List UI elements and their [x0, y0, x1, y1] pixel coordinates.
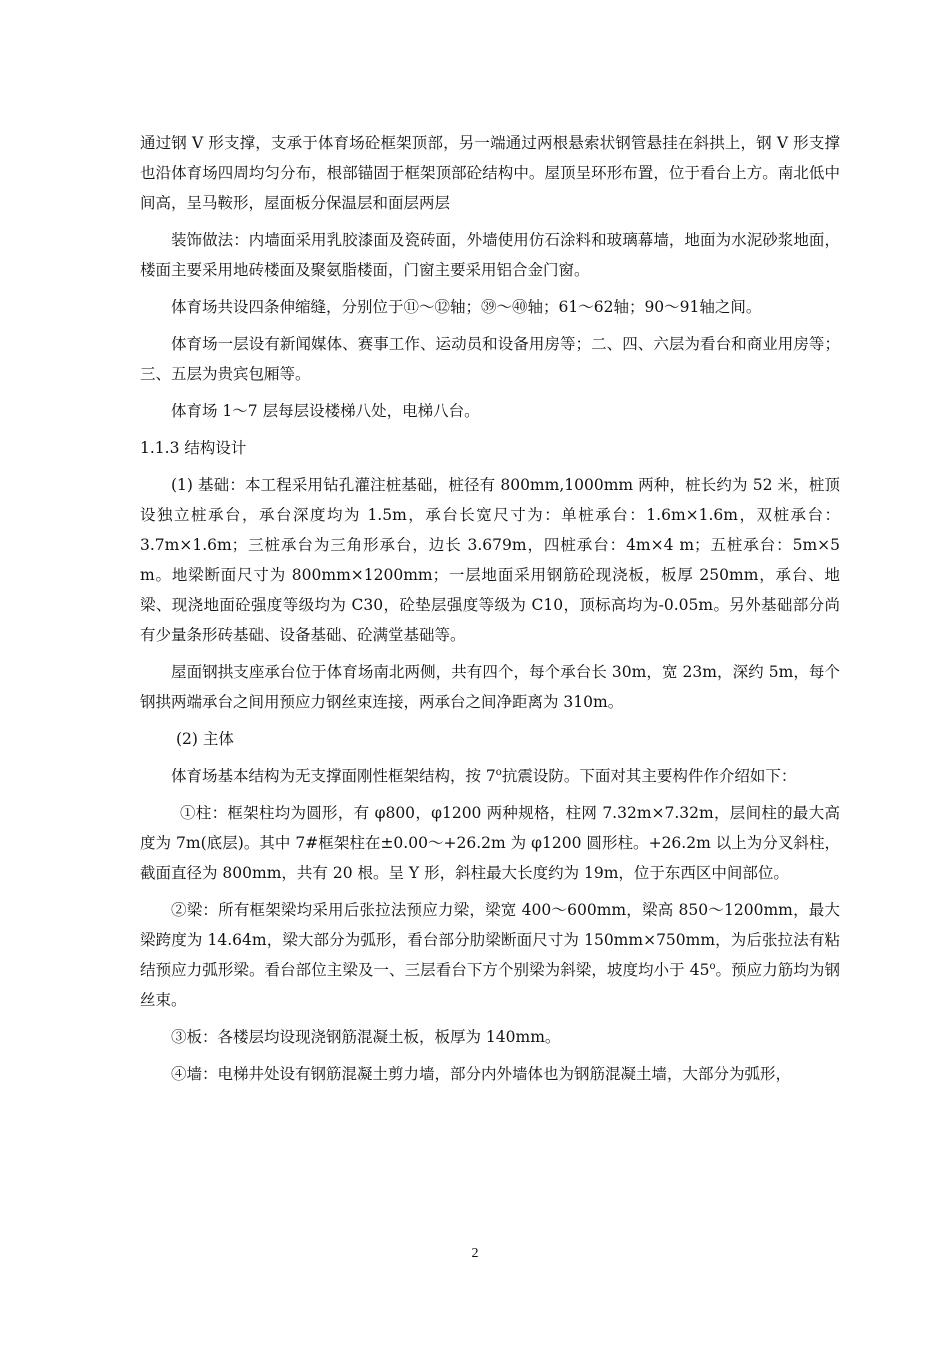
beam-text-after: 。预应力筋均为钢丝束。: [140, 961, 840, 1009]
paragraph-slabs: ③板：各楼层均设现浇钢筋混凝土板，板厚为 140mm。: [171, 1028, 561, 1046]
section-heading-structure-design: 1.1.3 结构设计: [140, 439, 247, 457]
paragraph-stairs-elevators: 体育场 1～7 层每层设楼梯八处，电梯八台。: [171, 402, 480, 420]
subheading-main-body: (2) 主体: [176, 730, 234, 748]
beam-text-before: ②梁：所有框架梁均采用后张拉法预应力梁，梁宽 400～600mm，梁高 850～1200mm，最大梁跨度为 14.64m，梁大部分为弧形，看台部分肋梁断面尺寸为 150mm×750mm，为后张拉法有粘结预应力弧形梁。看台部位主梁及一、三层看台下方个别梁为斜梁，坡度均小于 45: [140, 901, 840, 979]
beam-degree-sup: o: [709, 961, 716, 972]
paragraph-decoration: 装饰做法：内墙面采用乳胶漆面及瓷砖面，外墙使用仿石涂料和玻璃幕墙，地面为水泥砂浆地面，楼面主要采用地砖楼面及聚氨脂楼面，门窗主要采用铝合金门窗。: [140, 231, 840, 279]
seismic-text-after: 抗震设防。下面对其主要构件作介绍如下：: [501, 767, 797, 785]
seismic-degree-sup: o: [495, 767, 502, 778]
paragraph-beams: [140, 895, 840, 1015]
paragraph-roof-support: 通过钢 V 形支撑，支承于体育场砼框架顶部，另一端通过两根悬索状钢管悬挂在斜拱上，钢 V 形支撑也沿体育场四周均匀分布，根部锚固于框架顶部砼结构中。屋顶呈环形布置，位于看台上方。南北低中间高，呈马鞍形，屋面板分保温层和面层两层: [140, 134, 840, 212]
paragraph-expansion-joints: 体育场共设四条伸缩缝，分别位于⑪～⑫轴；㊴～㊵轴；61～62轴；90～91轴之间。: [171, 298, 762, 316]
paragraph-columns: ①柱：框架柱均为圆形，有 φ800，φ1200 两种规格，柱网 7.32m×7.32m，层间柱的最大高度为 7m(底层)。其中 7#框架柱在±0.00～+26.2m 为 φ1200 圆形柱。+26.2m 以上为分叉斜柱，截面直径为 800mm，共有 20 根。呈 Y 形，斜柱最大长度约为 19m，位于东西区中间部位。: [140, 804, 840, 882]
paragraph-seismic: [140, 761, 840, 791]
paragraph-floor-usage: 体育场一层设有新闻媒体、赛事工作、运动员和设备用房等；二、四、六层为看台和商业用房等；三、五层为贵宾包厢等。: [140, 335, 840, 383]
paragraph-arch-bearing: 屋面钢拱支座承台位于体育场南北两侧，共有四个，每个承台长 30m，宽 23m，深约 5m，每个钢拱两端承台之间用预应力钢丝束连接，两承台之间净距离为 310m。: [140, 663, 840, 711]
paragraph-foundation: (1) 基础：本工程采用钻孔灌注桩基础，桩径有 800mm,1000mm 两种，桩长约为 52 米，桩顶设独立桩承台，承台深度均为 1.5m，承台长宽尺寸为：单桩承台：1.6m×1.6m，双桩承台：3.7m×1.6m；三桩承台为三角形承台，边长 3.679m，四桩承台：4m×4 m；五桩承台：5m×5 m。地梁断面尺寸为 800mm×1200mm；一层地面采用钢筋砼现浇板，板厚 250mm，承台、地梁、现浇地面砼强度等级均为 C30，砼垫层强度等级为 C10，顶标高均为-0.05m。另外基础部分尚有少量条形砖基础、设备基础、砼满堂基础等。: [140, 476, 840, 644]
document-body: [140, 128, 840, 1096]
paragraph-walls: ④墙：电梯井处设有钢筋混凝土剪力墙，部分内外墙体也为钢筋混凝土墙，大部分为弧形，: [171, 1065, 792, 1083]
page-number: 2: [471, 1246, 479, 1261]
seismic-text-before: 体育场基本结构为无支撑面刚性框架结构，按 7: [171, 767, 496, 785]
